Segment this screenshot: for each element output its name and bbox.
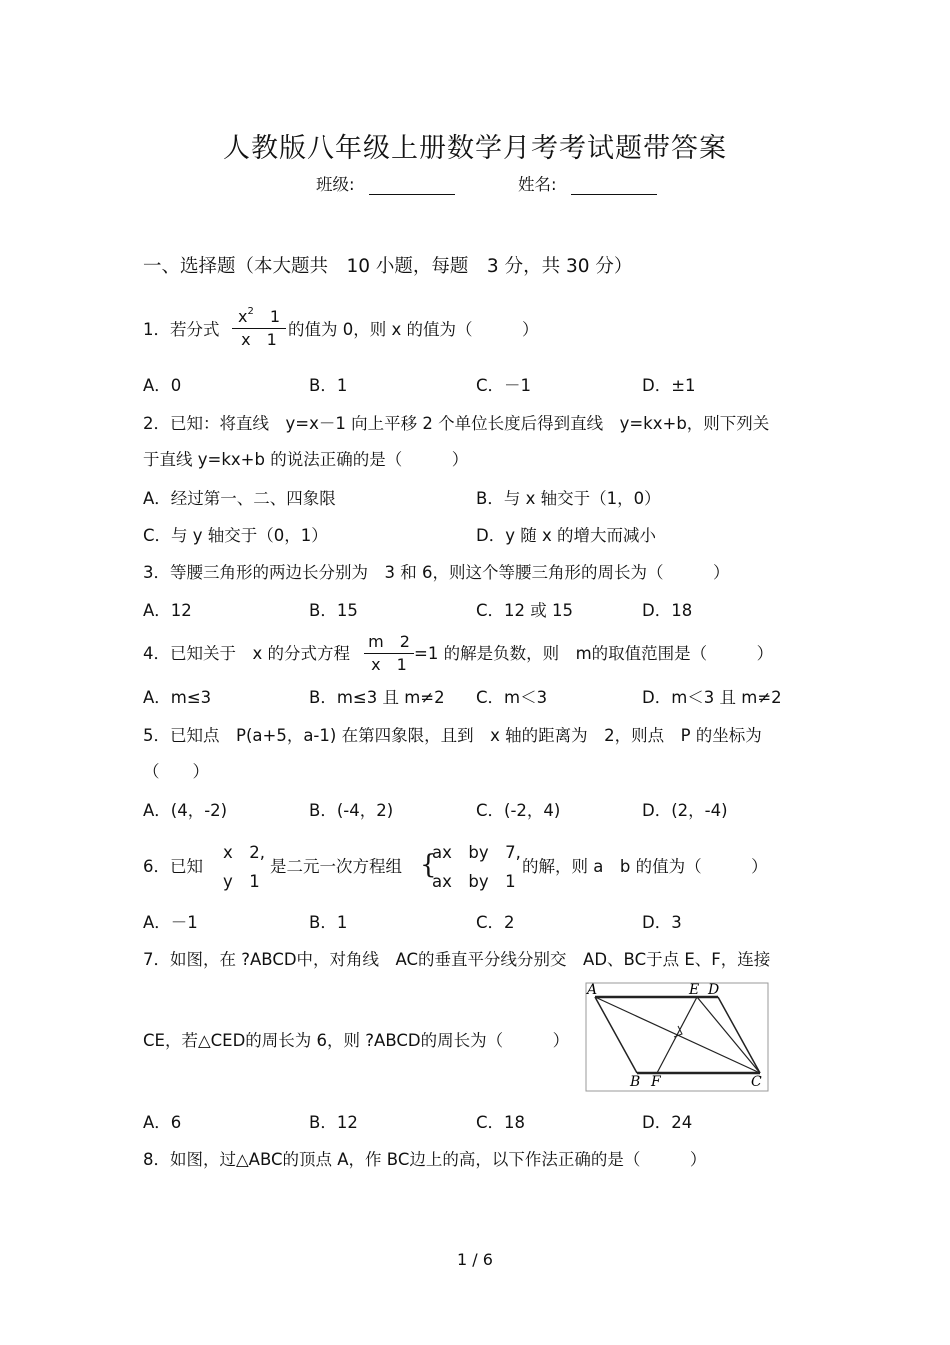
- q6-option-a[interactable]: A．－1: [143, 913, 198, 932]
- edge-AB: [595, 997, 637, 1073]
- q8-text: 8．如图，过△ABC的顶点 A，作 BC边上的高，以下作法正确的是（ ）: [143, 1150, 707, 1169]
- q4-numerator: m 2: [368, 632, 410, 651]
- q1-fraction-bar: [232, 328, 286, 329]
- q4-option-c[interactable]: C．m＜3: [476, 688, 548, 707]
- name-label: 姓名:: [518, 175, 557, 194]
- q7-option-c[interactable]: C．18: [476, 1113, 526, 1132]
- q1-numerator: $x^2$ 1: [237, 306, 281, 326]
- q4-option-b[interactable]: B．m≤3 且 m≠2: [309, 688, 445, 707]
- class-label: 班级:: [316, 175, 355, 194]
- label-D: D: [708, 982, 720, 998]
- q2-option-d[interactable]: D．y 随 x 的增大而减小: [476, 526, 656, 545]
- q7-option-d[interactable]: D．24: [642, 1113, 693, 1132]
- edge-DC: [718, 997, 760, 1073]
- q2-option-a[interactable]: A．经过第一、二、四象限: [143, 489, 336, 508]
- q3-option-b[interactable]: B．15: [309, 601, 358, 620]
- q1-fraction: [232, 307, 286, 350]
- q1-option-d[interactable]: D．±1: [642, 376, 696, 395]
- q5-option-c[interactable]: C．(-2，4): [476, 801, 561, 820]
- q1-suffix: 的值为 0，则 x 的值为（ ）: [288, 320, 539, 339]
- section-heading: 一、选择题（本大题共 10 小题，每题 3 分，共 30 分）: [143, 256, 633, 277]
- segment-EF: [657, 997, 697, 1073]
- q2-option-b[interactable]: B．与 x 轴交于（1，0）: [476, 489, 661, 508]
- q5-option-d[interactable]: D．(2，-4): [642, 801, 728, 820]
- name-blank[interactable]: [571, 178, 657, 195]
- q7-option-b[interactable]: B．12: [309, 1113, 358, 1132]
- class-blank[interactable]: [369, 178, 455, 195]
- q1-option-c[interactable]: C．－1: [476, 376, 532, 395]
- q5-option-a[interactable]: A．(4，-2): [143, 801, 228, 820]
- label-C: C: [751, 1074, 762, 1090]
- q6-solution-y: y 1: [223, 872, 260, 891]
- parallelogram-figure: [585, 982, 769, 1092]
- q3-option-a[interactable]: A．12: [143, 601, 192, 620]
- q4-prefix: 4．已知关于 x 的分式方程: [143, 644, 351, 663]
- label-E: E: [689, 982, 700, 998]
- q2-line1: 2．已知：将直线 y=x－1 向上平移 2 个单位长度后得到直线 y=kx+b，则下列关: [143, 414, 770, 433]
- q7-option-a[interactable]: A．6: [143, 1113, 182, 1132]
- class-field: [316, 175, 455, 195]
- label-B: B: [630, 1074, 641, 1090]
- q4-suffix: =1 的解是负数，则 m的取值范围是（ ）: [414, 644, 774, 663]
- q6-suffix: 的解，则 a b 的值为（ ）: [522, 857, 768, 876]
- q6-option-d[interactable]: D．3: [642, 913, 682, 932]
- q1-prefix: 1．若分式: [143, 320, 220, 339]
- q4-denominator: x 1: [371, 655, 407, 674]
- q4-fraction-bar: [364, 653, 414, 654]
- page-title: 人教版八年级上册数学月考考试题带答案: [223, 133, 727, 164]
- q6-middle: 是二元一次方程组: [270, 857, 402, 876]
- q6-option-c[interactable]: C．2: [476, 913, 515, 932]
- q6-solution-x: x 2,: [223, 843, 266, 862]
- page-number: 1 / 6: [457, 1250, 493, 1269]
- label-F: F: [651, 1074, 661, 1090]
- q5-option-b[interactable]: B．(-4，2): [309, 801, 394, 820]
- q3-text: 3．等腰三角形的两边长分别为 3 和 6，则这个等腰三角形的周长为（ ）: [143, 563, 730, 582]
- q4-option-a[interactable]: A．m≤3: [143, 688, 212, 707]
- q2-option-c[interactable]: C．与 y 轴交于（0，1）: [143, 526, 328, 545]
- q3-option-c[interactable]: C．12 或 15: [476, 601, 574, 620]
- label-A: A: [587, 982, 598, 998]
- q1-denominator: x 1: [241, 330, 277, 349]
- q6-option-b[interactable]: B．1: [309, 913, 348, 932]
- q2-line2: 于直线 y=kx+b 的说法正确的是（ ）: [143, 450, 469, 469]
- q4-option-d[interactable]: D．m＜3 且 m≠2: [642, 688, 782, 707]
- q3-option-d[interactable]: D．18: [642, 601, 693, 620]
- q1-option-b[interactable]: B．1: [309, 376, 348, 395]
- q5-line1: 5．已知点 P(a+5，a-1) 在第四象限，且到 x 轴的距离为 2，则点 P 的坐标为: [143, 726, 762, 745]
- q1-option-a[interactable]: A．0: [143, 376, 182, 395]
- segment-EC: [697, 997, 760, 1073]
- q6-brace: {: [420, 850, 437, 880]
- q7-line1: 7．如图，在 ?ABCD中，对角线 AC的垂直平分线分别交 AD、BC于点 E、F，连接: [143, 950, 771, 969]
- name-field: [518, 175, 657, 195]
- q6-system-eq1: ax by 7,: [432, 843, 521, 862]
- q6-system-eq2: ax by 1: [432, 872, 516, 891]
- q4-fraction: [364, 632, 414, 675]
- q5-line2: （ ）: [143, 762, 209, 781]
- q6-prefix: 6．已知: [143, 857, 203, 876]
- q7-line2: CE，若△CED的周长为 6，则 ?ABCD的周长为（ ）: [143, 1031, 570, 1050]
